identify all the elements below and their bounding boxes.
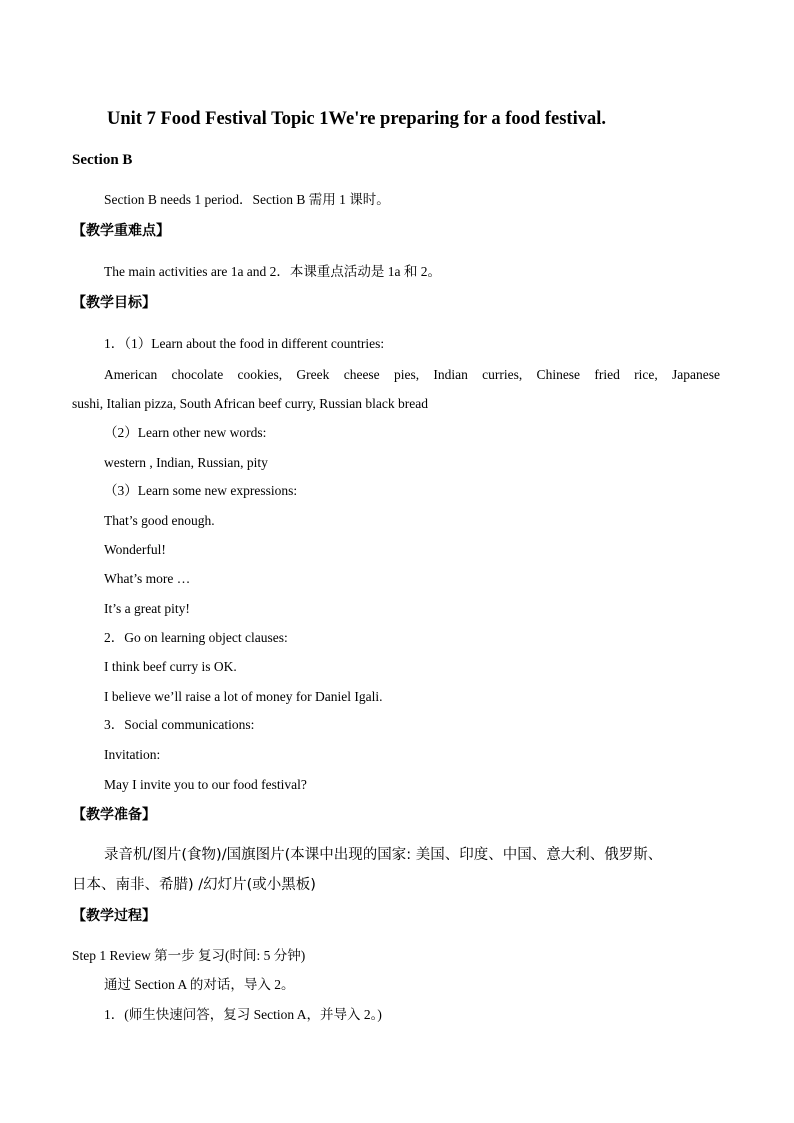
expression-2: Wonderful! [104,542,166,557]
objective-1-foods-b: sushi, Italian pizza, South African beef curry, Russian black bread [72,396,429,411]
grammar-example-2: I believe we’ll raise a lot of money for Daniel Igali. [104,689,383,704]
grammar-example-1: I think beef curry is OK. [104,659,237,674]
expression-3: What’s more … [104,571,191,586]
heading-objectives: 【教学目标】 [72,295,156,311]
preparation-line-1: 录音机/图片(食物)/国旗图片(本课中出现的国家: 美国、印度、中国、意大利、俄罗斯、 [104,847,663,863]
document-title: Unit 7 Food Festival Topic 1We're preparing for a food festival. [107,109,606,129]
process-step-1: Step 1 Review 第一步 复习(时间: 5 分钟) [72,948,306,963]
objective-1: 1．（1）Learn about the food in different countries: [104,336,385,351]
social-example: May I invite you to our food festival? [104,777,307,792]
heading-preparation: 【教学准备】 [72,807,156,823]
main-activities: The main activities are 1a and 2．本课重点活动是 1a 和 2。 [104,264,442,279]
period-note: Section B needs 1 period．Section B 需用 1 课时。 [104,192,390,207]
section-label: Section B [72,152,133,168]
heading-difficulties: 【教学重难点】 [72,223,170,239]
objective-2: （2）Learn other new words: [104,425,267,440]
objective-3: （3）Learn some new expressions: [104,483,298,498]
objective-social: 3．Social communications: [104,717,255,732]
expression-4: It’s a great pity! [104,601,190,616]
heading-process: 【教学过程】 [72,908,156,924]
preparation-line-2: 日本、南非、希腊) /幻灯片(或小黑板) [72,877,316,893]
objective-2-words: western , Indian, Russian, pity [104,455,268,470]
objective-1-foods-a: American chocolate cookies, Greek cheese pies, Indian curries, Chinese fried rice, Japanese [104,367,720,382]
expression-1: That’s good enough. [104,513,215,528]
social-label: Invitation: [104,747,161,762]
objective-grammar: 2．Go on learning object clauses: [104,630,288,645]
process-step-1-desc: 通过 Section A 的对话，导入 2。 [104,977,295,992]
process-step-1-item: 1．(师生快速问答，复习 Section A，并导入 2。) [104,1007,382,1022]
